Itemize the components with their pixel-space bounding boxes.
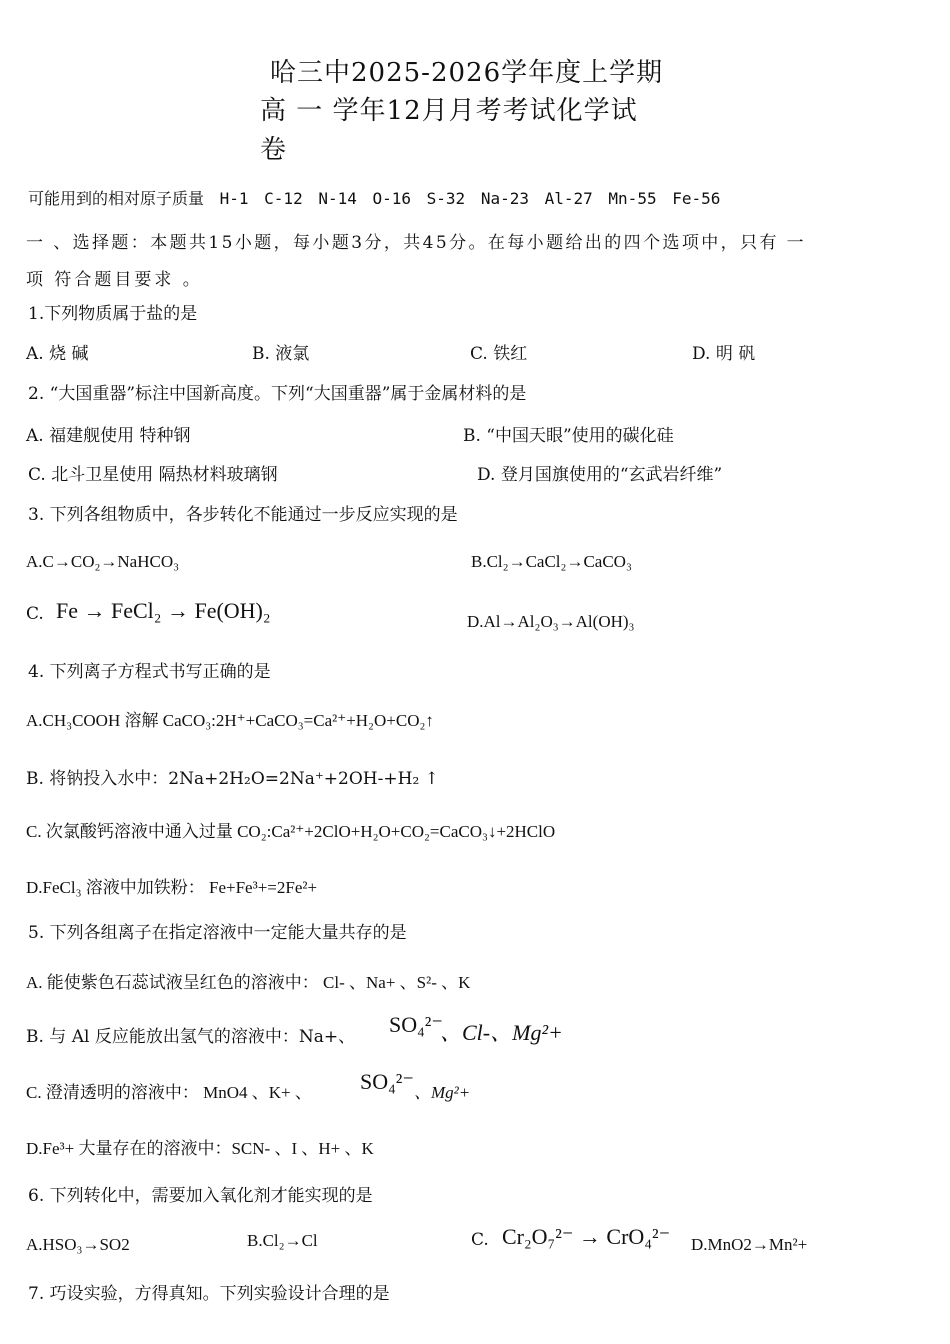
- q5-option-c-so4: SO₄²⁻: [360, 1069, 415, 1094]
- q2-option-d: D. 登月国旗使用的“玄武岩纤维”: [477, 465, 723, 485]
- q6-option-b: B.Cl₂→Cl: [247, 1231, 318, 1250]
- exam-title-line2: 高 一 学年12月月考考试化学试: [260, 96, 638, 126]
- q3-option-b: B.Cl₂→CaCl₂→CaCO₃: [471, 552, 632, 571]
- q2-option-b: B. “中国天眼”使用的碳化硅: [463, 426, 674, 446]
- section-header-line1: 一 、选择题：本题共15小题，每小题3分，共45分。在每小题给出的四个选项中，只有 一: [26, 233, 807, 253]
- q6-option-c-label: C.: [471, 1230, 489, 1250]
- q6-option-a: A.HSO₃→SO2: [26, 1235, 130, 1254]
- q3-option-c-label: C.: [26, 604, 44, 624]
- q6-option-d: D.MnO2→Mn²+: [691, 1235, 808, 1254]
- q1-option-d: D. 明 矾: [692, 344, 756, 364]
- q7-stem: 7. 巧设实验，方得真知。下列实验设计合理的是: [28, 1284, 390, 1304]
- q4-option-c: C. 次氯酸钙溶液中通入过量 CO₂:Ca²⁺+2ClO+H₂O+CO₂=CaCO₃↓+2HClO: [26, 822, 556, 841]
- q5-option-a: A. 能使紫色石蕊试液呈红色的溶液中： Cl- 、Na+ 、S²- 、K: [26, 973, 471, 992]
- q4-option-b: B. 将钠投入水中：2Na+2H₂O=2Na⁺+2OH-+H₂ ↑: [26, 769, 439, 789]
- q2-option-a: A. 福建舰使用 特种钢: [26, 426, 191, 446]
- q1-option-b: B. 液氯: [252, 344, 310, 364]
- q3-option-c-formula: Fe → FeCl₂ → Fe(OH)₂: [56, 598, 271, 623]
- exam-title-line3: 卷: [260, 135, 288, 165]
- q4-option-a: A.CH₃COOH 溶解 CaCO₃:2H⁺+CaCO₃=Ca²⁺+H₂O+CO₂↑: [26, 711, 434, 730]
- atomic-masses: 可能用到的相对原子质量 H-1 C-12 N-14 O-16 S-32 Na-23 Al-27 Mn-55 Fe-56: [28, 189, 721, 208]
- q6-stem: 6. 下列转化中，需要加入氧化剂才能实现的是: [28, 1186, 373, 1206]
- q2-stem: 2. “大国重器”标注中国新高度。下列“大国重器”属于金属材料的是: [28, 384, 527, 404]
- q4-option-d: D.FeCl₃ 溶液中加铁粉： Fe+Fe³+=2Fe²+: [26, 878, 318, 897]
- q5-option-b-tail: 、Cl-、Mg²+: [440, 1020, 563, 1045]
- q1-option-a: A. 烧 碱: [26, 344, 89, 364]
- q4-stem: 4. 下列离子方程式书写正确的是: [28, 662, 271, 682]
- q3-stem: 3. 下列各组物质中，各步转化不能通过一步反应实现的是: [28, 505, 458, 525]
- q6-option-c-formula: Cr₂O₇²⁻ → CrO₄²⁻: [502, 1224, 671, 1249]
- q1-stem: 1.下列物质属于盐的是: [28, 304, 198, 324]
- q3-option-d: D.Al→Al₂O₃→Al(OH)₃: [467, 612, 635, 631]
- q5-option-c-text: C. 澄清透明的溶液中： MnO4 、K+ 、: [26, 1083, 312, 1102]
- q3-option-a: A.C→CO₂→NaHCO₃: [26, 552, 180, 571]
- q5-option-b-text: B. 与 Al 反应能放出氢气的溶液中：Na+、: [26, 1027, 356, 1047]
- q1-option-c: C. 铁红: [470, 344, 528, 364]
- q5-option-b-so4: SO₄²⁻: [389, 1012, 444, 1037]
- exam-title-line1: 哈三中2025-2026学年度上学期: [270, 58, 664, 88]
- section-header-line2: 项 符合题目要求 。: [26, 270, 203, 290]
- q2-option-c: C. 北斗卫星使用 隔热材料玻璃钢: [28, 465, 278, 485]
- q5-option-c-tail: 、Mg²+: [414, 1083, 471, 1102]
- q5-option-d: D.Fe³+ 大量存在的溶液中：SCN- 、I 、H+ 、K: [26, 1139, 374, 1158]
- q5-stem: 5. 下列各组离子在指定溶液中一定能大量共存的是: [28, 923, 407, 943]
